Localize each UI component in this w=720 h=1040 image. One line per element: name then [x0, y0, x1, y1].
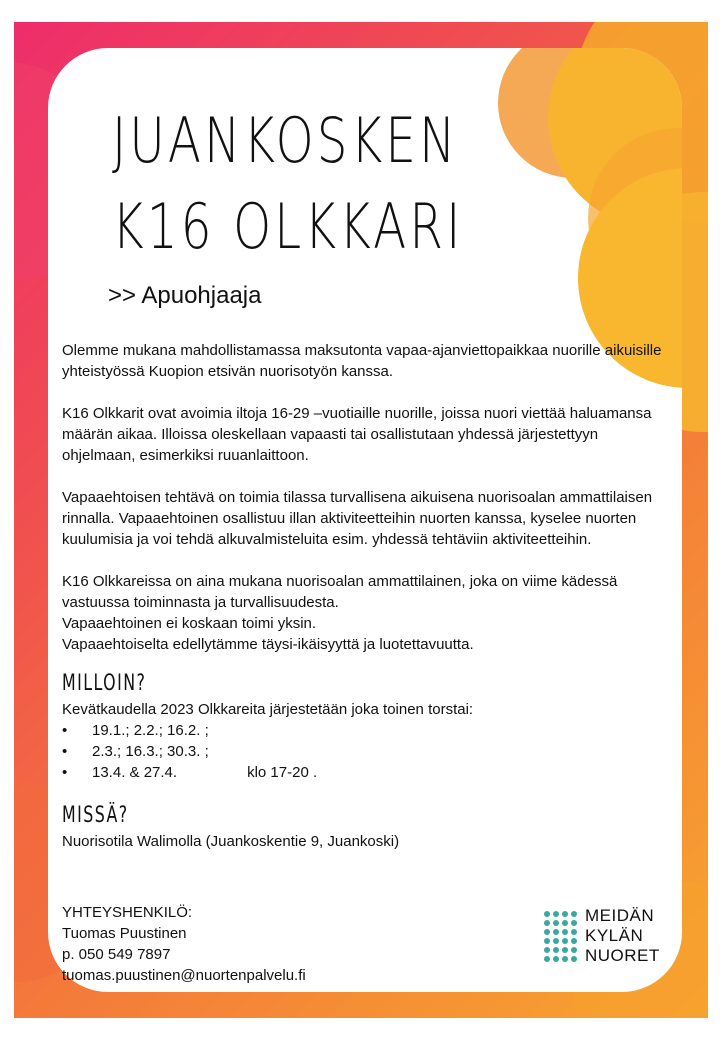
contact-label: YHTEYSHENKILÖ: — [62, 904, 193, 921]
where-text: Nuorisotila Walimolla (Juankoskentie 9, Juankoski) — [62, 833, 400, 850]
contact-name: Tuomas Puustinen — [62, 925, 187, 942]
logo-line-3: NUORET — [585, 946, 660, 965]
date-item-text: 13.4. & 27.4. — [92, 764, 178, 781]
logo-line-2: KYLÄN — [585, 926, 644, 945]
safety-line: Vapaaehtoinen ei koskaan toimi yksin. — [62, 615, 317, 632]
logo-dots-icon — [544, 911, 577, 962]
date-item: • 2.3.; 16.3.; 30.3. ; — [62, 741, 662, 762]
time-text: klo 17-20 . — [247, 764, 318, 781]
when-intro: Kevätkaudella 2023 Olkkareita järjestetään joka toinen torstai: — [62, 701, 474, 718]
paragraph-volunteer-task: Vapaaehtoisen tehtävä on toimia tilassa turvallisena aikuisena nuorisoalan ammattilaisen rinnalla. Vapaaehtoinen osallistuu illan aktiviteetteihin nuorten kanssa, kyselee nuorten kuulumisia ja voi tehdä alkuvalmisteluita esim. yhdessä tehtäviin aktiviteetteihin. — [62, 489, 653, 548]
page-title — [112, 98, 463, 270]
date-item — [62, 762, 662, 783]
where-heading: MISSÄ? — [62, 803, 129, 828]
date-list — [62, 720, 662, 783]
date-item: • 19.1.; 2.2.; 16.2. ; — [62, 720, 662, 741]
paragraph-intro: Olemme mukana mahdollistamassa maksutonta vapaa-ajanviettopaikkaa nuorille aikuisille yhteistyössä Kuopion etsivän nuorisotyön kanssa. — [62, 342, 662, 380]
when-heading: MILLOIN? — [62, 671, 147, 696]
paragraph-safety — [62, 571, 662, 655]
safety-line: K16 Olkkareissa on aina mukana nuorisoalan ammattilainen, joka on viime kädessä vastuussa toiminnasta ja turvallisuudesta. — [62, 573, 618, 611]
subtitle: >> Apuohjaaja — [108, 282, 262, 309]
body-content — [62, 340, 662, 852]
contact-email: tuomas.puustinen@nuortenpalvelu.fi — [62, 967, 306, 984]
logo-text — [585, 906, 660, 966]
contact-block — [62, 902, 306, 986]
organization-logo — [544, 906, 660, 966]
title-line-1: JUANKOSKEN — [112, 104, 459, 177]
paragraph-evenings: K16 Olkkarit ovat avoimia iltoja 16-29 –vuotiaille nuorille, joissa nuori viettää haluamansa määrän aikaa. Illoissa oleskellaan vapaasti tai osallistutaan yhdessä järjestettyyn ohjelmaan, esimerkiksi ruuanlaittoon. — [62, 405, 652, 464]
logo-line-1: MEIDÄN — [585, 906, 655, 925]
title-line-2: K16 OLKKARI — [112, 190, 464, 263]
contact-phone: p. 050 549 7897 — [62, 946, 171, 963]
safety-line: Vapaaehtoiselta edellytämme täysi-ikäisyyttä ja luotettavuutta. — [62, 636, 474, 653]
